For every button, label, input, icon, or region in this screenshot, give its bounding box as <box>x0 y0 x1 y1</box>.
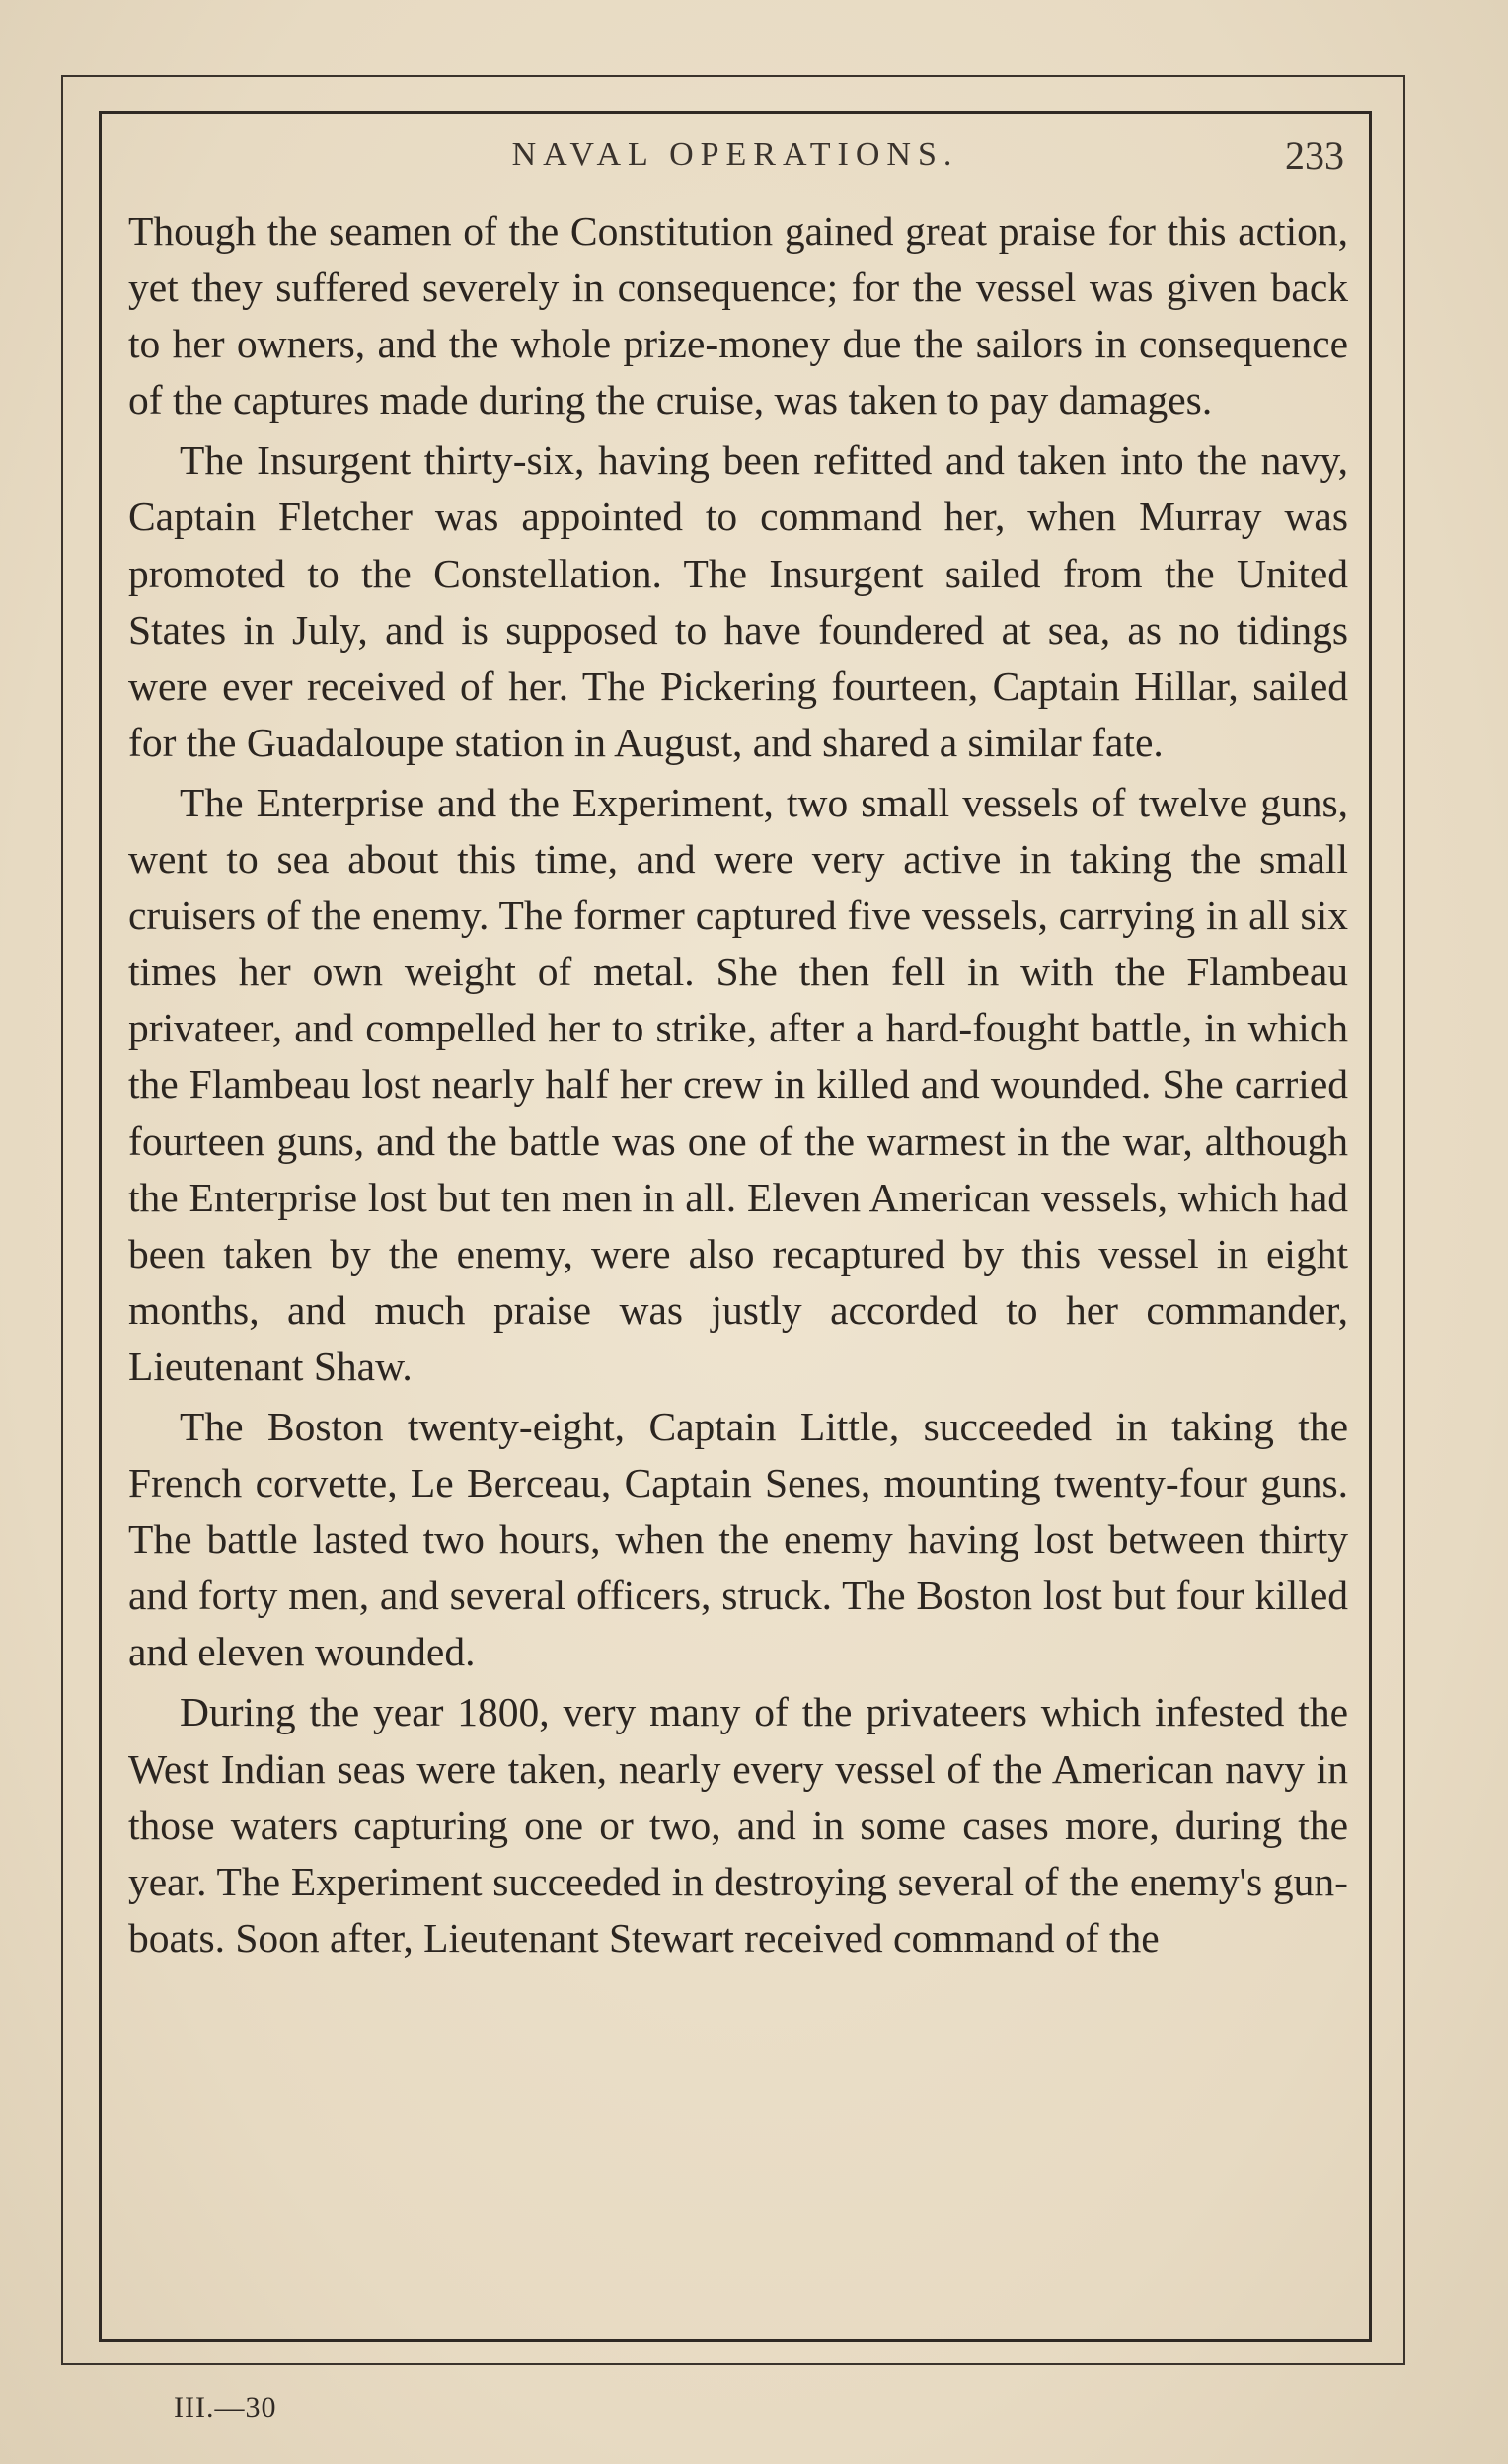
page-number: 233 <box>1285 133 1344 178</box>
body-text <box>128 203 1348 1966</box>
paragraph-3: The Enterprise and the Experiment, two small vessels of twelve guns, went to sea about this time, and were very active in taking the small cruisers of the enemy. The former captured five vessels, carrying in all six times her own weight of metal. She then fell in with the Flambeau privateer, and compelled her to strike, after a hard-fought battle, in which the Flambeau lost nearly half her crew in killed and wounded. She carried fourteen guns, and the battle was one of the warmest in the war, although the Enterprise lost but ten men in all. Eleven American vessels, which had been taken by the enemy, were also recaptured by this vessel in eight months, and much praise was justly accorded to her commander, Lieutenant Shaw. <box>128 779 1348 1389</box>
paragraph-5: During the year 1800, very many of the privateers which infested the West Indian seas were taken, nearly every vessel of the American navy in those waters capturing one or two, and in some cases more, during the year. The Experiment succeeded in destroying several of the enemy's gun-boats. Soon after, Lieutenant Stewart received command of the <box>128 1689 1348 1961</box>
outer-rule-top <box>61 75 1405 77</box>
paragraph-1: Though the seamen of the Constitution gained great praise for this action, yet they suffered severely in consequence; for the vessel was given back to her owners, and the whole prize-money due the sailors in consequence of the captures made during the cruise, was taken to pay damages. <box>128 208 1348 424</box>
running-title: NAVAL OPERATIONS. <box>511 136 959 173</box>
signature-mark: III.—30 <box>174 2391 277 2424</box>
outer-rule-bottom <box>61 2363 1405 2365</box>
outer-rule-right <box>1403 75 1405 2363</box>
running-head <box>99 133 1372 195</box>
outer-rule-left <box>61 75 63 2363</box>
paragraph-2: The Insurgent thirty-six, having been refitted and taken into the navy, Captain Fletcher was appointed to command her, when Murray was promoted to the Constellation. The Insurgent sailed from the United States in July, and is supposed to have foundered at sea, as no tidings were ever received of her. The Pickering fourteen, Captain Hillar, sailed for the Guadaloupe station in August, and shared a similar fate. <box>128 437 1348 765</box>
paragraph-4: The Boston twenty-eight, Captain Little, succeeded in taking the French corvette, Le Berceau, Captain Senes, mounting twenty-four guns. The battle lasted two hours, when the enemy having lost between thirty and forty men, and several officers, struck. The Boston lost but four killed and eleven wounded. <box>128 1403 1348 1675</box>
